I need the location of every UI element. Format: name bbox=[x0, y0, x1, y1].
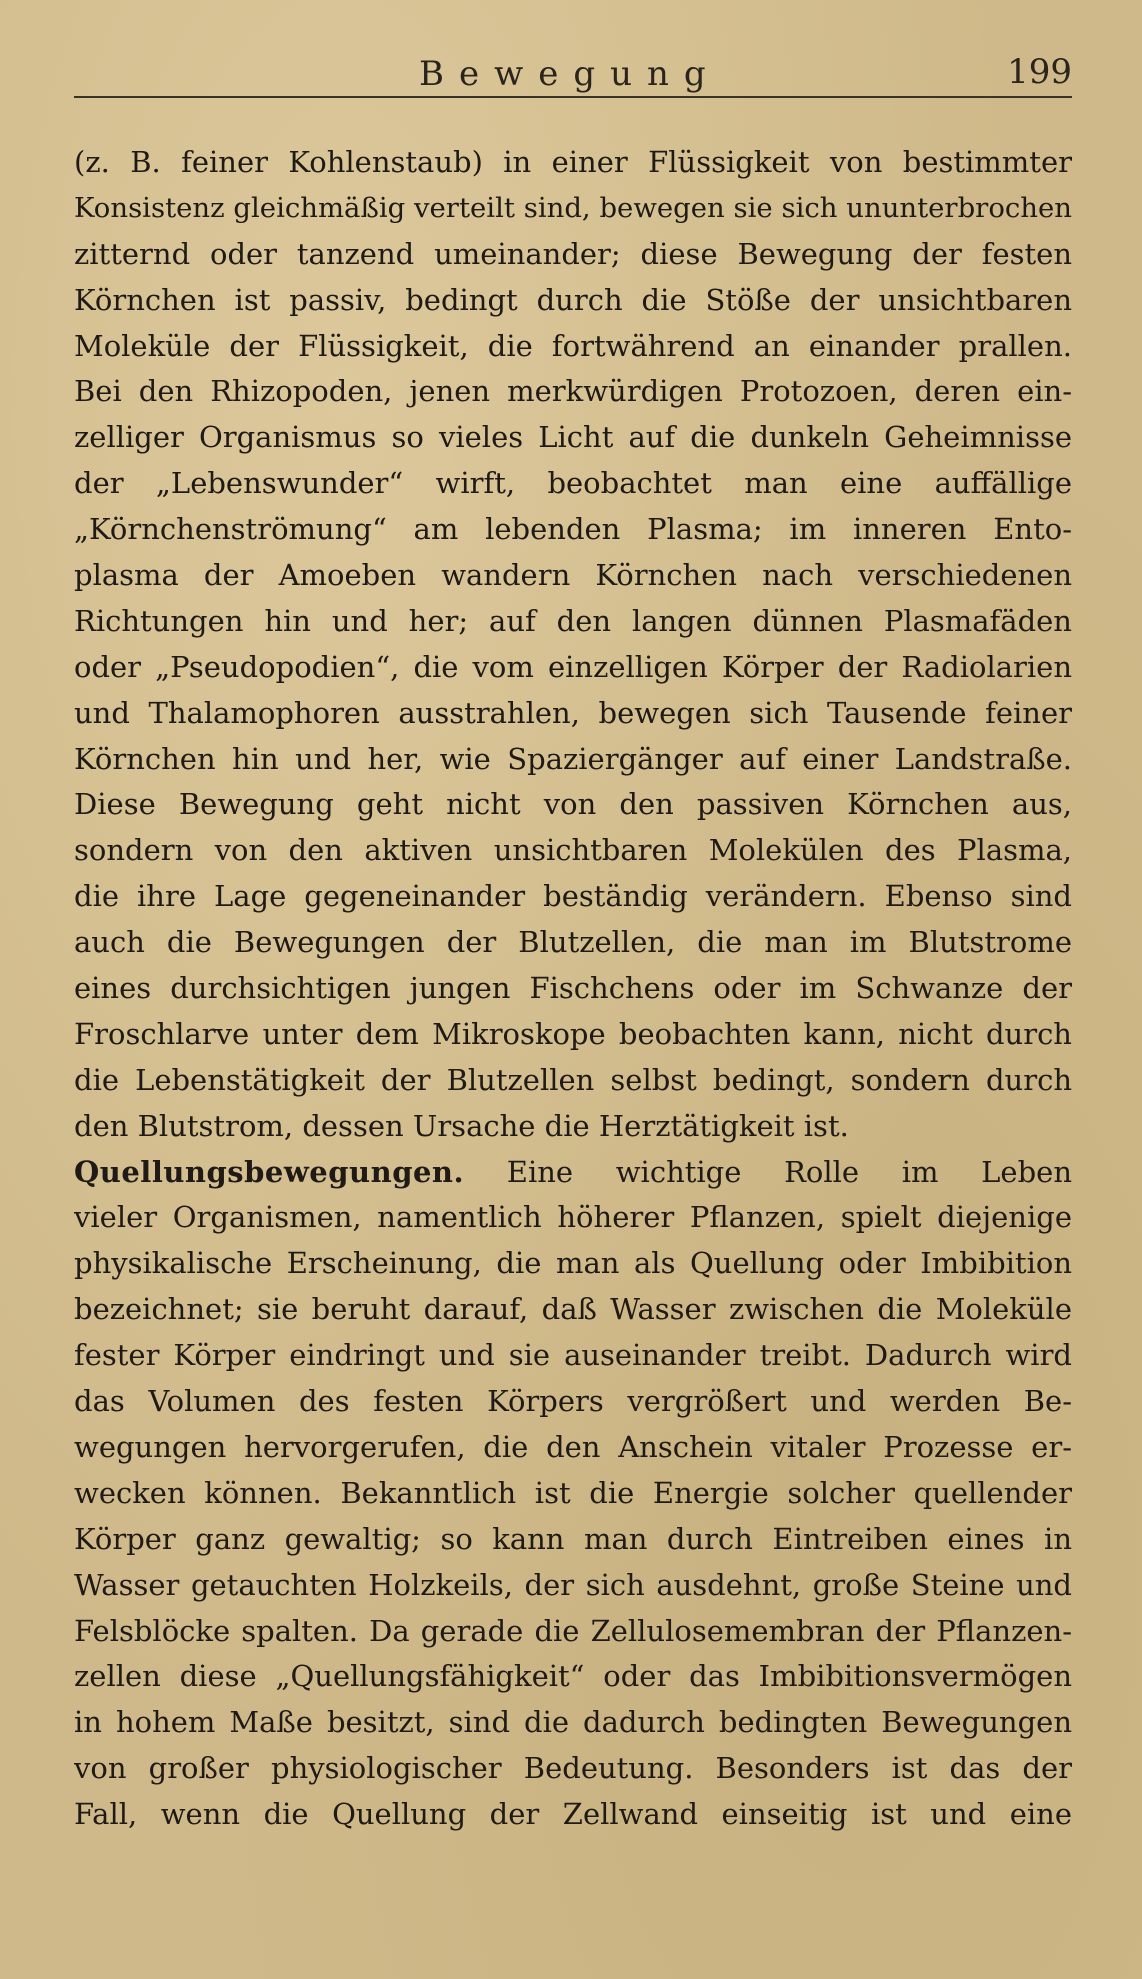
text-line: vieler Organismen, namentlich höherer Pflanzen, spielt diejenige bbox=[74, 1200, 1072, 1235]
text-line: Körnchen ist passiv, bedingt durch die Stöße der unsichtbaren bbox=[74, 282, 1072, 317]
text-line: wecken können. Bekanntlich ist die Energie solcher quellender bbox=[74, 1475, 1072, 1510]
text-line: Richtungen hin und her; auf den langen dünnen Plasmafäden bbox=[74, 603, 1072, 638]
text-line: die Lebenstätigkeit der Blutzellen selbst bedingt, sondern durch bbox=[74, 1062, 1072, 1097]
text-line: zellen diese „Quellungsfähigkeit“ oder das Imbibitionsvermögen bbox=[74, 1659, 1072, 1694]
text-line: sondern von den aktiven unsichtbaren Molekülen des Plasma, bbox=[74, 833, 1072, 868]
section-heading: Quellungsbewegungen. bbox=[74, 1154, 465, 1189]
page-number: 199 bbox=[1007, 52, 1072, 92]
text-line: Moleküle der Flüssigkeit, die fortwährend an einander prallen. bbox=[74, 328, 1072, 363]
text-line: Fall, wenn die Quellung der Zellwand einseitig ist und eine bbox=[74, 1797, 1072, 1832]
text-line: zitternd oder tanzend umeinander; diese Bewegung der festen bbox=[74, 236, 1072, 271]
text-line bbox=[74, 1150, 1072, 1196]
text-line: Diese Bewegung geht nicht von den passiven Körnchen aus, bbox=[74, 787, 1072, 822]
text-line: physikalische Erscheinung, die man als Quellung oder Imbibition bbox=[74, 1246, 1072, 1281]
text-line: plasma der Amoeben wandern Körnchen nach verschiedenen bbox=[74, 558, 1072, 593]
text-line: Konsistenz gleichmäßig verteilt sind, bewegen sie sich ununterbrochen bbox=[74, 191, 1072, 224]
text-line: oder „Pseudopodien“, die vom einzelligen Körper der Radiolarien bbox=[74, 649, 1072, 684]
paragraph-1 bbox=[74, 140, 1072, 1150]
text-line: Körper ganz gewaltig; so kann man durch Eintreiben eines in bbox=[74, 1521, 1072, 1556]
body-text bbox=[74, 140, 1072, 1838]
page-header bbox=[74, 50, 1072, 100]
text-line: (z. B. feiner Kohlenstaub) in einer Flüssigkeit von bestimmter bbox=[74, 145, 1072, 179]
text-line: in hohem Maße besitzt, sind die dadurch bedingten Bewegungen bbox=[74, 1705, 1072, 1740]
text-line: wegungen hervorgerufen, die den Anschein vitaler Prozesse er- bbox=[74, 1429, 1072, 1464]
text-line: die ihre Lage gegeneinander beständig verändern. Ebenso sind bbox=[74, 879, 1072, 914]
text-line: den Blutstrom, dessen Ursache die Herztätigkeit ist. bbox=[74, 1108, 849, 1143]
text-line: Wasser getauchten Holzkeils, der sich ausdehnt, große Steine und bbox=[74, 1567, 1072, 1602]
text-line: Froschlarve unter dem Mikroskope beobachten kann, nicht durch bbox=[74, 1016, 1072, 1051]
text-line: das Volumen des festen Körpers vergrößert und werden Be- bbox=[74, 1384, 1072, 1419]
heading-line-rest: Eine wichtige Rolle im Leben bbox=[506, 1154, 1072, 1189]
text-line: und Thalamophoren ausstrahlen, bewegen sich Tausende feiner bbox=[74, 695, 1072, 730]
running-head: Bewegung bbox=[419, 54, 721, 94]
text-line: eines durchsichtigen jungen Fischchens oder im Schwanze der bbox=[74, 971, 1072, 1006]
text-line: von großer physiologischer Bedeutung. Besonders ist das der bbox=[74, 1751, 1072, 1786]
text-line: Bei den Rhizopoden, jenen merkwürdigen Protozoen, deren ein- bbox=[74, 374, 1072, 409]
header-rule bbox=[74, 96, 1072, 98]
paragraph-2 bbox=[74, 1150, 1072, 1838]
text-line: „Körnchenströmung“ am lebenden Plasma; im inneren Ento- bbox=[74, 512, 1072, 547]
text-line: Körnchen hin und her, wie Spaziergänger auf einer Landstraße. bbox=[74, 741, 1072, 776]
text-line: Felsblöcke spalten. Da gerade die Zellulosemembran der Pflanzen- bbox=[74, 1613, 1072, 1648]
text-line: auch die Bewegungen der Blutzellen, die man im Blutstrome bbox=[74, 925, 1072, 960]
text-line: der „Lebenswunder“ wirft, beobachtet man eine auffällige bbox=[74, 466, 1072, 501]
text-line: zelliger Organismus so vieles Licht auf die dunkeln Geheimnisse bbox=[74, 420, 1072, 455]
text-line: fester Körper eindringt und sie auseinander treibt. Dadurch wird bbox=[74, 1338, 1072, 1373]
text-line: bezeichnet; sie beruht darauf, daß Wasser zwischen die Moleküle bbox=[74, 1292, 1072, 1327]
